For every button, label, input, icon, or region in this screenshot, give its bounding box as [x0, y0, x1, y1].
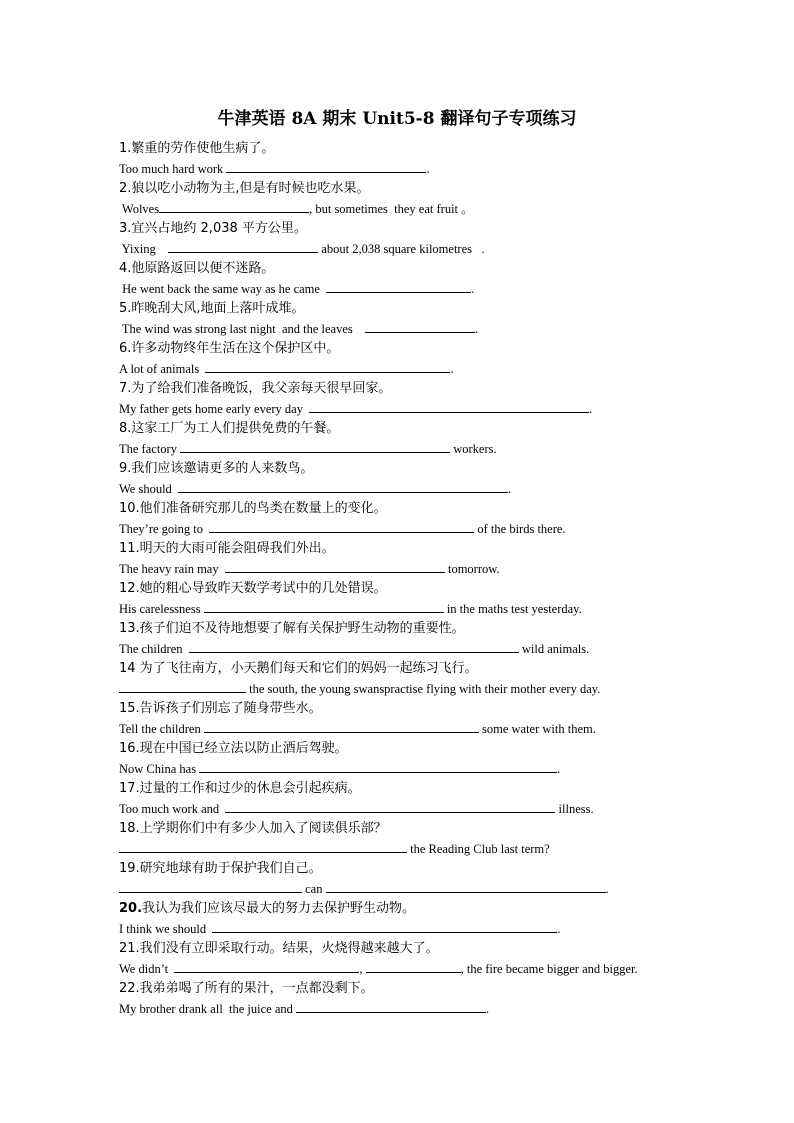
question-text: 18.上学期你们中有多少人加入了阅读俱乐部？	[119, 821, 387, 836]
answer-line	[119, 759, 679, 779]
question-text: 10.他们准备研究那儿的鸟类在数量上的变化。	[119, 501, 387, 516]
question-chinese	[119, 299, 679, 319]
answer-blank[interactable]	[309, 399, 589, 413]
question-chinese	[119, 219, 679, 239]
answer-text: .	[557, 922, 561, 936]
question-chinese	[119, 179, 679, 199]
answer-blank[interactable]	[225, 559, 445, 573]
answer-blank[interactable]	[296, 999, 486, 1013]
answer-text: My father gets home early every day	[119, 402, 310, 416]
question-chinese	[119, 539, 679, 559]
answer-text: I think we should	[119, 922, 213, 936]
answer-blank[interactable]	[178, 479, 508, 493]
answer-line	[119, 719, 679, 739]
answer-text: about 2,038 square kilometres .	[318, 242, 485, 256]
question-chinese	[119, 379, 679, 399]
question-chinese	[119, 339, 679, 359]
answer-text: , but sometimes they eat fruit 。	[309, 202, 474, 216]
answer-blank[interactable]	[212, 919, 557, 933]
answer-blank[interactable]	[366, 959, 461, 973]
answer-blank[interactable]	[180, 439, 450, 453]
answer-line	[119, 919, 679, 939]
answer-line	[119, 559, 679, 579]
answer-line	[119, 879, 679, 899]
answer-text: The children	[119, 642, 189, 656]
question-chinese	[119, 939, 679, 959]
answer-text: .	[508, 482, 512, 496]
question-text: 19.研究地球有助于保护我们自己。	[119, 861, 322, 876]
answer-line	[119, 959, 679, 979]
answer-line	[119, 159, 679, 179]
answer-blank[interactable]	[326, 879, 606, 893]
question-chinese	[119, 819, 679, 839]
answer-text: wild animals.	[518, 642, 590, 656]
answer-text: The wind was strong last night and the leaves	[119, 322, 366, 336]
answer-line	[119, 479, 679, 499]
answer-line	[119, 279, 679, 299]
answer-text: of the birds there.	[474, 522, 566, 536]
answer-text: illness.	[555, 802, 594, 816]
answer-text: The factory	[119, 442, 181, 456]
answer-blank[interactable]	[209, 519, 474, 533]
answer-line	[119, 999, 679, 1019]
question-text: 14 为了飞往南方，小天鹅们每天和它们的妈妈一起练习飞行。	[119, 661, 478, 676]
answer-text: .	[450, 362, 454, 376]
answer-text: can	[302, 882, 326, 896]
question-text: 15.告诉孩子们别忘了随身带些水。	[119, 701, 322, 716]
answer-text: We should	[119, 482, 179, 496]
question-chinese	[119, 899, 679, 919]
answer-text: workers.	[450, 442, 497, 456]
question-chinese	[119, 699, 679, 719]
answer-text: the south, the young swanspractise flying with their mother every day.	[246, 682, 601, 696]
answer-line	[119, 679, 679, 699]
answer-blank[interactable]	[365, 319, 475, 333]
answer-text: .	[486, 1002, 490, 1016]
answer-text: Wolves	[119, 202, 160, 216]
answer-text: He went back the same way as he came	[119, 282, 327, 296]
question-text: 12.她的粗心导致昨天数学考试中的几处错误。	[119, 581, 387, 596]
answer-text: .	[557, 762, 561, 776]
answer-line	[119, 319, 679, 339]
answer-blank[interactable]	[326, 279, 471, 293]
question-chinese	[119, 139, 679, 159]
answer-text: .	[471, 282, 475, 296]
question-chinese	[119, 459, 679, 479]
answer-text: .	[605, 882, 609, 896]
answer-text: My brother drank all the juice and	[119, 1002, 297, 1016]
question-text: 6.许多动物终年生活在这个保护区中。	[119, 341, 340, 356]
question-chinese	[119, 779, 679, 799]
question-text: 13.孩子们迫不及待地想要了解有关保护野生动物的重要性。	[119, 621, 465, 636]
question-text: 9.我们应该邀请更多的人来数鸟。	[119, 461, 314, 476]
answer-blank[interactable]	[205, 359, 450, 373]
answer-blank[interactable]	[119, 679, 246, 693]
answer-blank[interactable]	[189, 639, 519, 653]
answer-blank[interactable]	[199, 759, 557, 773]
answer-text: His carelessness	[119, 602, 204, 616]
question-text: 21.我们没有立即采取行动。结果，火烧得越来越大了。	[119, 941, 439, 956]
answer-blank[interactable]	[159, 199, 309, 213]
answer-line	[119, 199, 679, 219]
question-chinese	[119, 979, 679, 999]
answer-text: The heavy rain may	[119, 562, 225, 576]
answer-text: Now China has	[119, 762, 200, 776]
answer-text: We didn’t	[119, 962, 175, 976]
question-text: 我认为我们应该尽最大的努力去保护野生动物。	[142, 901, 416, 916]
answer-line	[119, 799, 679, 819]
question-text: 7.为了给我们准备晚饭，我父亲每天很早回家。	[119, 381, 392, 396]
worksheet-title: 牛津英语 8A 期末 Unit5-8 翻译句子专项练习	[217, 109, 577, 129]
question-text: 17.过量的工作和过少的休息会引起疾病。	[119, 781, 361, 796]
answer-text: A lot of animals	[119, 362, 206, 376]
answer-line	[119, 439, 679, 459]
question-text: 2.狼以吃小动物为主,但是有时候也吃水果。	[119, 181, 370, 196]
question-text: 22.我弟弟喝了所有的果汁，一点都没剩下。	[119, 981, 374, 996]
answer-text: ,	[359, 962, 366, 976]
question-chinese	[119, 859, 679, 879]
answer-text: the Reading Club last term?	[407, 842, 550, 856]
question-text: 4.他原路返回以便不迷路。	[119, 261, 275, 276]
answer-text: Tell the children	[119, 722, 204, 736]
answer-line	[119, 519, 679, 539]
answer-blank[interactable]	[204, 599, 444, 613]
question-text: 3.宜兴占地约 2,038 平方公里。	[119, 221, 307, 236]
answer-line	[119, 839, 679, 859]
answer-text: tomorrow.	[444, 562, 500, 576]
answer-line	[119, 639, 679, 659]
question-text: 5.昨晚刮大风,地面上落叶成堆。	[119, 301, 305, 316]
answer-text: They’re going to	[119, 522, 210, 536]
answer-blank[interactable]	[225, 799, 555, 813]
answer-line	[119, 599, 679, 619]
question-text: 11.明天的大雨可能会阻碍我们外出。	[119, 541, 335, 556]
question-text: 1.繁重的劳作使他生病了。	[119, 141, 275, 156]
question-chinese	[119, 579, 679, 599]
answer-line	[119, 399, 679, 419]
answer-blank[interactable]	[119, 839, 407, 853]
answer-text: .	[426, 162, 430, 176]
answer-text: Too much work and	[119, 802, 226, 816]
question-text: 16.现在中国已经立法以防止酒后驾驶。	[119, 741, 348, 756]
answer-line	[119, 239, 679, 259]
answer-blank[interactable]	[168, 239, 318, 253]
answer-text: Too much hard work	[119, 162, 227, 176]
answer-blank[interactable]	[119, 879, 302, 893]
answer-text: in the maths test yesterday.	[443, 602, 582, 616]
answer-blank[interactable]	[226, 159, 426, 173]
answer-text: Yixing	[119, 242, 169, 256]
question-chinese	[119, 619, 679, 639]
question-text: 8.这家工厂为工人们提供免费的午餐。	[119, 421, 340, 436]
question-chinese	[119, 259, 679, 279]
question-chinese	[119, 739, 679, 759]
answer-text: , the fire became bigger and bigger.	[460, 962, 638, 976]
question-chinese	[119, 659, 679, 679]
answer-blank[interactable]	[174, 959, 359, 973]
question-chinese	[119, 419, 679, 439]
answer-text: .	[475, 322, 479, 336]
question-chinese	[119, 499, 679, 519]
answer-line	[119, 359, 679, 379]
answer-blank[interactable]	[204, 719, 479, 733]
answer-text: some water with them.	[478, 722, 596, 736]
question-number: 20.	[119, 901, 143, 916]
exercise-list	[119, 139, 679, 1019]
answer-text: .	[589, 402, 593, 416]
